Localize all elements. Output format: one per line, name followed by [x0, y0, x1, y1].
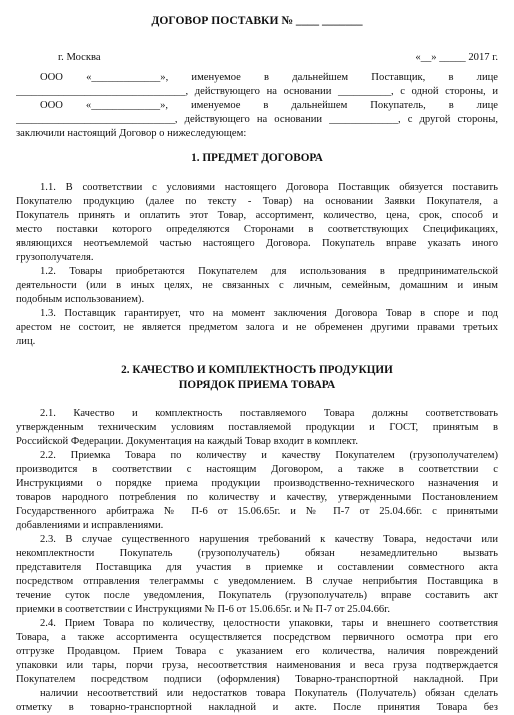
clause-line: 2.2. Приемка Товара по количеству и качеству Покупателем (грузополучателем) — [40, 450, 498, 461]
section-title: 2. КАЧЕСТВО И КОМПЛЕКТНОСТЬ ПРОДУКЦИИ — [121, 364, 393, 376]
clause-line: 2.1. Качество и комплектность поставляемого Товара должны соответствовать — [40, 408, 498, 419]
clause-line: Товара, а также ассортимента осуществляется посредством первичного осмотра при его — [16, 632, 498, 643]
clause-line: приемки в соответствии с Инструкциями № П-6 от 15.06.65г. и № П-7 от 25.04.66г. — [16, 604, 390, 615]
clause-line: Покупатель принять и оплатить этот Товар, ассортимент, количество, цена, срок, способ и — [16, 210, 498, 221]
clause-line: являющихся неотъемлемой частью настоящего Договора. Покупатель вправе указать иного — [16, 238, 498, 249]
party-line: заключили настоящий Договор о нижеследующем: — [16, 128, 247, 139]
clause-line: производится в соответствии с настоящим Договором, а также в соответствии с — [16, 464, 498, 475]
clause-line: Государственного арбитража № П-6 от 15.06.65г. и № П-7 от 25.04.66г. с принятыми — [16, 506, 498, 517]
city: г. Москва — [58, 52, 101, 63]
clause-line: Покупателем посредством подписи (оформления) Товарно-транспортной накладной. При — [16, 674, 498, 685]
clause-line: отметку в товарно-транспортной накладной и акте. После принятия Товара без — [16, 702, 498, 713]
party-line: ______________________________, действующего на основании _____________, с другой стороны, — [16, 114, 498, 125]
clause-line: 1.1. В соответствии с условиями настоящего Договора Поставщик обязуется поставить — [40, 182, 498, 193]
party-line: ООО «_____________», именуемое в дальнейшем Покупатель, в лице — [40, 100, 498, 111]
clause-line: подобным использованием). — [16, 294, 145, 305]
place-date-row — [58, 52, 498, 65]
clause-line: товаров народного потребления по количеству и качеству, утвержденными Постановлением — [16, 492, 498, 503]
clause-line: утвержденным техническим условиям поставляемой продукции и ГОСТ, принятым в — [16, 422, 498, 433]
clause-line: представителя Поставщика для участия в приемке и составлении совместного акта — [16, 562, 498, 573]
party-line: ________________________________, действующего на основании __________, с одной стороны, и — [16, 86, 498, 97]
clause-line: упаковки или тары, порчи груза, несоответствия наименования и веса груза подтверждается — [16, 660, 498, 671]
clause-line: отгрузке Продавцом. Прием Товара с указанием его количества, наличия повреждений — [16, 646, 498, 657]
section-title: 1. ПРЕДМЕТ ДОГОВОРА — [191, 152, 323, 164]
party-line: ООО «_____________», именуемое в дальнейшем Поставщик, в лице — [40, 72, 498, 83]
clause-line: деятельности (или в иных целях, не связанных с личным, семейным, домашним и иным — [16, 280, 498, 291]
clause-line: течение суток после уведомления, Покупатель (грузополучатель) вправе составить акт — [16, 590, 498, 601]
clause-line: посредством отправления телеграммы с уведомлением. В случае неприбытия Поставщика в — [16, 576, 498, 587]
clause-line: некомплектности Покупатель (грузополучатель) обязан незамедлительно вызвать — [16, 548, 498, 559]
section-title: ПОРЯДОК ПРИЕМА ТОВАРА — [178, 379, 336, 391]
clause-line: добавлениями и исправлениями. — [16, 520, 164, 531]
clause-line: 1.3. Поставщик гарантирует, что на момент заключения Договора Товар в споре и под — [40, 308, 498, 319]
clause-line: 2.3. В случае существенного нарушения требований к качеству Товара, недостачи или — [40, 534, 498, 545]
clause-line: место поставки которого определяются Сторонами в соответствующих Спецификациях, — [16, 224, 498, 235]
contract-date: «__» _____ 2017 г. — [415, 52, 498, 63]
clause-line: Российской Федерации. Документация на каждый Товар входит в комплект. — [16, 436, 359, 447]
clause-line: Инструкциями о порядке приема продукции производственно-технического назначения и — [16, 478, 498, 489]
document-title: ДОГОВОР ПОСТАВКИ № ____ _______ — [151, 15, 363, 27]
clause-line: 2.4. Прием Товара по количеству, целостности упаковки, тары и внешнего соответствия — [40, 618, 498, 629]
clause-line: 1.2. Товары приобретаются Покупателем для использования в предпринимательской — [40, 266, 498, 277]
clause-line: Покупателю продукцию (далее по тексту - Товар) на основании Заявки Покупателя, а — [16, 196, 498, 207]
clause-line: лиц. — [16, 336, 36, 347]
clause-line: наличии несоответствий или недостатков товара Покупатель (Получатель) обязан сделать — [40, 688, 498, 699]
clause-line: арестом не состоит, не является предметом залога и не обременен другими правами третьих — [16, 322, 498, 333]
clause-line: грузополучателя. — [16, 252, 94, 263]
